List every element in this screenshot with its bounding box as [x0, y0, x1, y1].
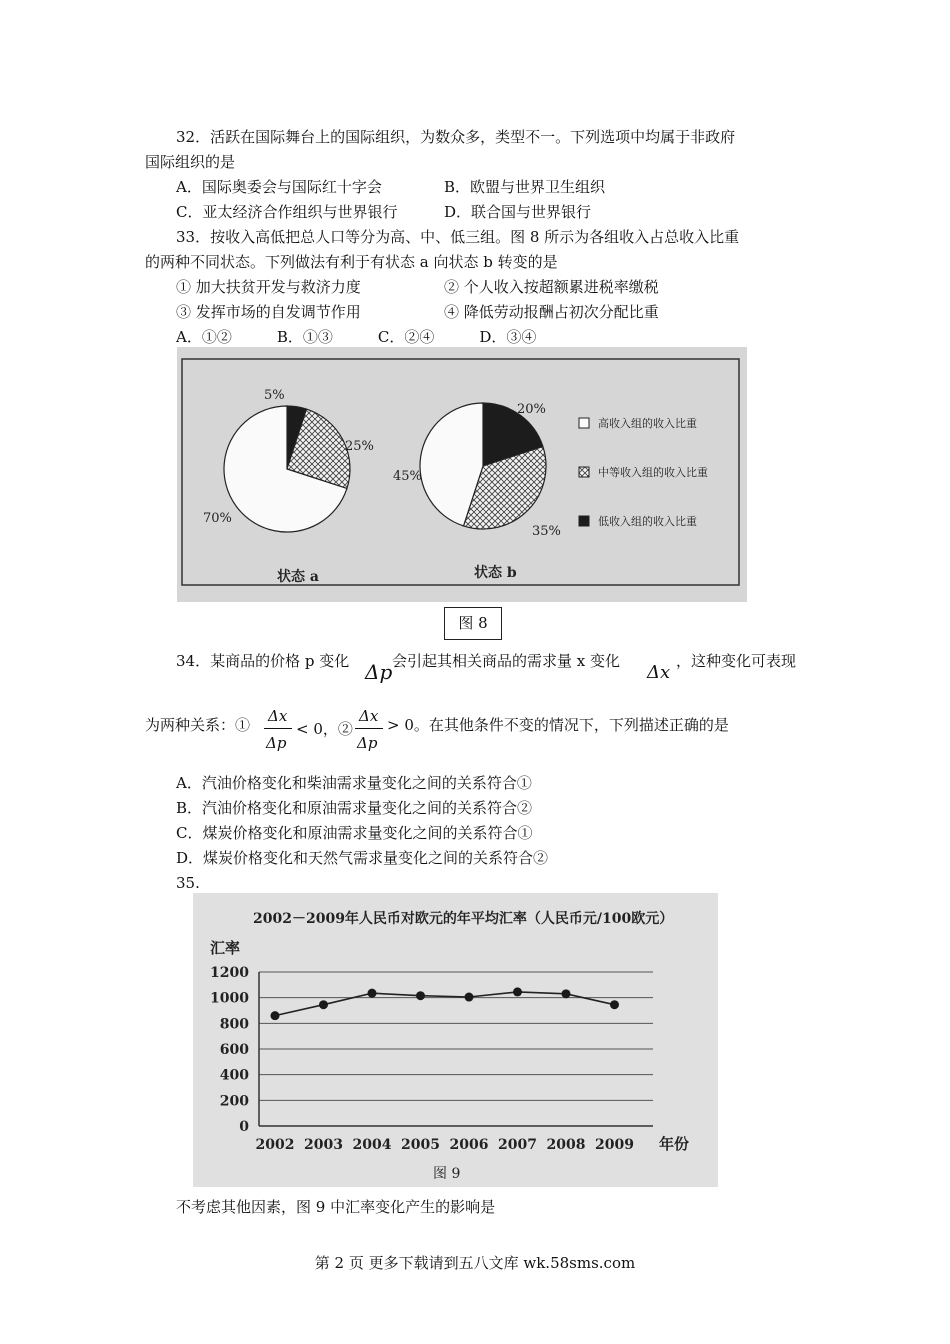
data-point — [610, 1000, 619, 1009]
data-point — [513, 987, 522, 996]
q33-statement-2: ② 个人收入按超额累进税率缴税 — [444, 278, 659, 296]
figure-8-caption: 图 8 — [444, 607, 502, 640]
x-tick-label: 2005 — [401, 1137, 440, 1153]
x-tick-label: 2004 — [352, 1137, 392, 1153]
data-point — [416, 991, 425, 1000]
frac1-bar — [264, 728, 292, 729]
data-point — [465, 993, 474, 1002]
x-tick-label: 2003 — [304, 1137, 343, 1153]
q32-option-a: A．国际奥委会与国际红十字会 — [176, 178, 382, 196]
q34-option-c: C．煤炭价格变化和原油需求量变化之间的关系符合① — [176, 824, 533, 842]
q33-statement-1: ① 加大扶贫开发与救济力度 — [176, 278, 361, 296]
q35-number: 35. — [176, 874, 200, 892]
y-axis-label: 汇率 — [210, 939, 241, 957]
frac2-denominator: Δp — [357, 734, 378, 752]
legend-high-swatch — [579, 418, 589, 428]
frac1-numerator: Δx — [268, 707, 288, 725]
q34-option-b: B．汽油价格变化和原油需求量变化之间的关系符合② — [176, 799, 533, 817]
legend-mid-swatch — [579, 467, 589, 477]
q34-delta-p: Δp — [365, 660, 393, 684]
q33-statement-3: ③ 发挥市场的自发调节作用 — [176, 303, 361, 321]
x-tick-label: 2008 — [546, 1137, 586, 1153]
pie-a-high-label: 70% — [203, 511, 232, 526]
legend-mid-label: 中等收入组的收入比重 — [598, 466, 708, 479]
data-point — [562, 989, 571, 998]
q34-option-a: A．汽油价格变化和柴油需求量变化之间的关系符合① — [176, 774, 532, 792]
chart-title: 2002－2009年人民币对欧元的年平均汇率（人民币元/100欧元） — [253, 911, 674, 927]
q32-line1: 32．活跃在国际舞台上的国际组织，为数众多，类型不一。下列选项中均属于非政府 — [176, 128, 736, 146]
figure-8-pie-charts — [177, 347, 747, 602]
q34-option-d: D．煤炭价格变化和天然气需求量变化之间的关系符合② — [176, 849, 549, 867]
data-point — [271, 1011, 280, 1020]
pie-a-low-label: 5% — [264, 388, 285, 403]
x-tick-label: 2007 — [498, 1137, 537, 1153]
data-point — [368, 989, 377, 998]
q32-option-c: C．亚太经济合作组织与世界银行 — [176, 203, 398, 221]
page-footer: 第 2 页 更多下载请到五八文库 wk.58sms.com — [314, 1254, 636, 1272]
pie-b-title: 状态 b — [474, 565, 517, 581]
q34-delta-x: Δx — [647, 662, 671, 683]
legend-low-swatch — [579, 516, 589, 526]
y-tick-label: 1200 — [210, 965, 249, 981]
y-tick-label: 400 — [219, 1067, 249, 1084]
q34-text-1: 34．某商品的价格 p 变化 — [176, 652, 350, 670]
q34-relation-lt: < 0，② — [296, 720, 353, 738]
q34-text-3: ，这种变化可表现 — [676, 652, 797, 670]
q34-relation-gt: > 0。在其他条件不变的情况下，下列描述正确的是 — [387, 716, 729, 734]
legend-low-label: 低收入组的收入比重 — [598, 515, 697, 528]
y-tick-label: 0 — [239, 1119, 249, 1135]
x-axis-label: 年份 — [659, 1135, 690, 1153]
q33-answers: A．①② B．①③ C．②④ D．③④ — [176, 328, 537, 346]
q33-statement-4: ④ 降低劳动报酬占初次分配比重 — [444, 303, 659, 321]
legend-high-label: 高收入组的收入比重 — [598, 417, 697, 430]
q32-option-b: B．欧盟与世界卫生组织 — [444, 178, 606, 196]
x-tick-label: 2006 — [449, 1137, 489, 1153]
q35-followup: 不考虑其他因素，图 9 中汇率变化产生的影响是 — [176, 1198, 496, 1216]
data-point — [319, 1000, 328, 1009]
y-tick-label: 1000 — [210, 990, 249, 1007]
pie-a-mid-label: 25% — [345, 439, 374, 454]
q32-line2: 国际组织的是 — [145, 153, 236, 171]
pie-a-title: 状态 a — [277, 569, 319, 585]
x-tick-label: 2009 — [595, 1137, 634, 1153]
y-tick-label: 600 — [219, 1042, 249, 1058]
pie-b-mid-label: 35% — [532, 524, 561, 539]
q34-relation-intro: 为两种关系：① — [145, 716, 251, 734]
y-tick-label: 800 — [219, 1016, 249, 1033]
pie-b-high-label: 45% — [393, 469, 422, 484]
pie-b-low-label: 20% — [517, 402, 546, 417]
figure-9-caption: 图 9 — [433, 1166, 461, 1182]
figure-9-svg — [193, 893, 718, 1187]
frac1-denominator: Δp — [266, 734, 287, 752]
frac2-bar — [355, 728, 383, 729]
q33-line1: 33．按收入高低把总人口等分为高、中、低三组。图 8 所示为各组收入占总收入比重 — [176, 228, 740, 246]
x-tick-label: 2002 — [255, 1137, 295, 1153]
q32-option-d: D．联合国与世界银行 — [444, 203, 592, 221]
figure-9-line-chart — [193, 893, 718, 1187]
y-tick-label: 200 — [219, 1093, 249, 1110]
q33-line2: 的两种不同状态。下列做法有利于有状态 a 向状态 b 转变的是 — [145, 253, 558, 271]
figure-8-svg — [177, 347, 747, 602]
q34-text-2: 会引起其相关商品的需求量 x 变化 — [392, 652, 620, 670]
frac2-numerator: Δx — [359, 707, 379, 725]
